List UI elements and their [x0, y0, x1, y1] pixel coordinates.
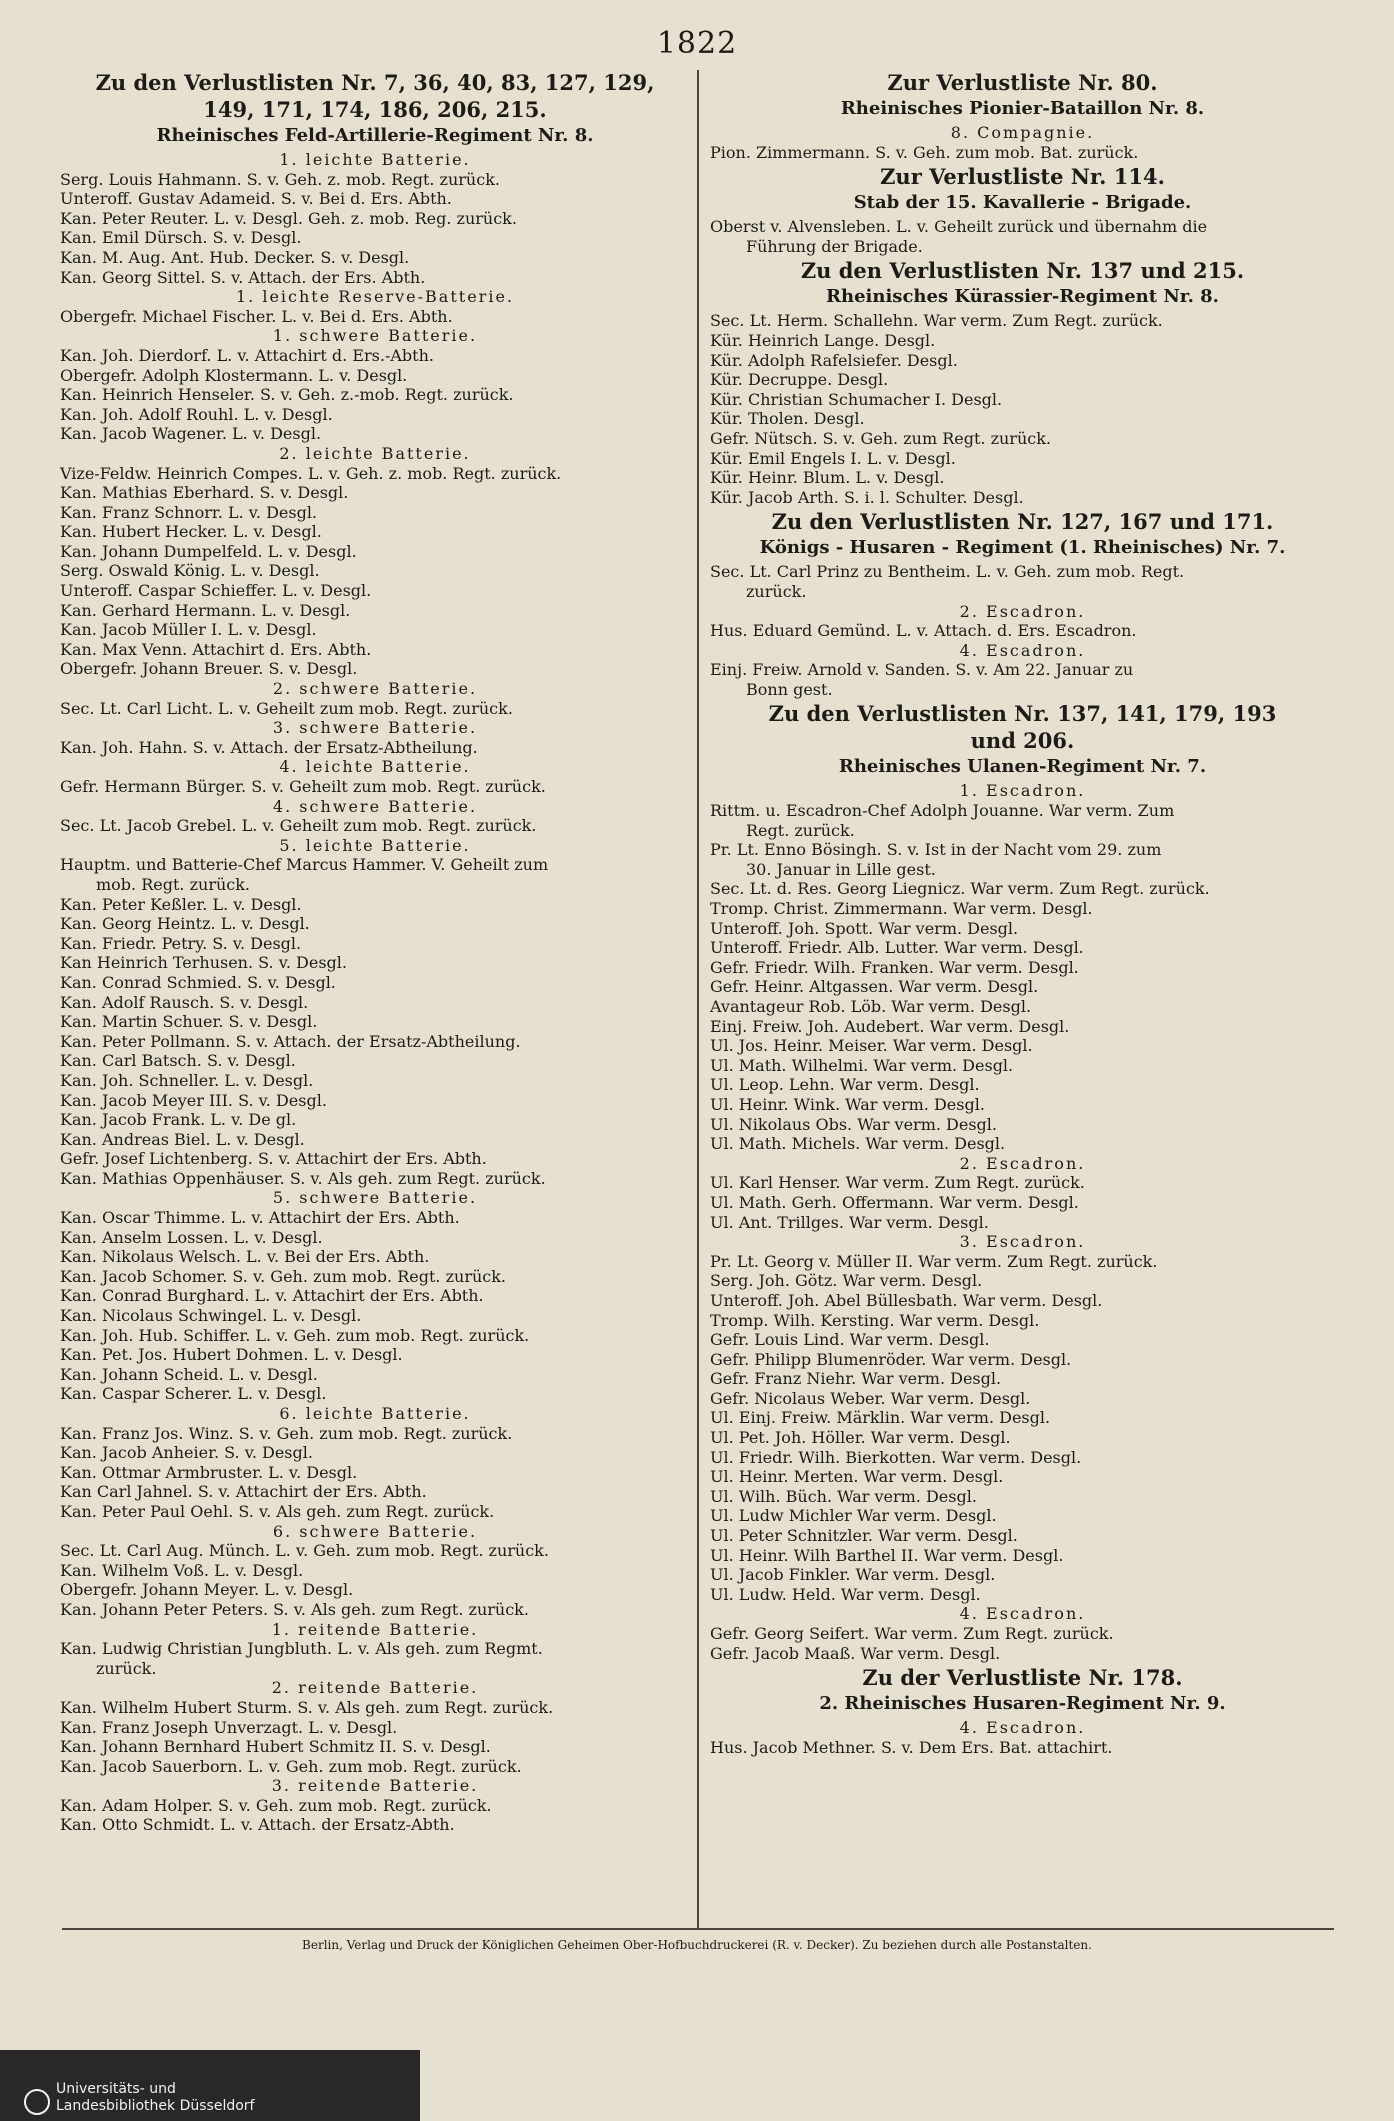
- casualty-entry: Kan. Conrad Burghard. L. v. Attachirt der Ers. Abth.: [60, 1286, 484, 1306]
- entry-continuation: zurück.: [746, 581, 807, 601]
- casualty-entry: Gefr. Heinr. Altgassen. War verm. Desgl.: [710, 977, 1039, 997]
- casualty-entry: Oberst v. Alvensleben. L. v. Geheilt zurück und übernahm die: [710, 217, 1208, 237]
- regiment-heading: Rheinisches Kürassier-Regiment Nr. 8.: [826, 286, 1219, 308]
- casualty-entry: Unteroff. Joh. Abel Büllesbath. War verm. Desgl.: [710, 1290, 1103, 1310]
- left-column: [60, 68, 690, 1835]
- unit-heading: 2. leichte Batterie.: [279, 443, 471, 463]
- casualty-entry: Kan. Jacob Meyer III. S. v. Desgl.: [60, 1090, 327, 1110]
- casualty-entry: Tromp. Christ. Zimmermann. War verm. Desgl.: [710, 899, 1093, 919]
- unit-heading: 4. Escadron.: [959, 1604, 1086, 1624]
- casualty-entry: Gefr. Georg Seifert. War verm. Zum Regt. zurück.: [710, 1624, 1114, 1643]
- unit-heading: 1. Escadron.: [959, 781, 1086, 801]
- casualty-entry: Ul. Math. Michels. War verm. Desgl.: [710, 1134, 1006, 1154]
- casualty-entry: Kan. Nicolaus Schwingel. L. v. Desgl.: [60, 1306, 362, 1326]
- unit-heading: 6. leichte Batterie.: [279, 1404, 471, 1423]
- casualty-entry: Unteroff. Joh. Spott. War verm. Desgl.: [710, 918, 1019, 938]
- list-heading: und 206.: [970, 728, 1075, 754]
- unit-heading: 1. leichte Batterie.: [279, 150, 471, 169]
- entry-continuation: mob. Regt. zurück.: [96, 874, 251, 894]
- unit-heading: 2. schwere Batterie.: [272, 679, 478, 699]
- column-divider: [697, 70, 699, 1930]
- casualty-entry: Kan. Peter Keßler. L. v. Desgl.: [60, 894, 302, 914]
- casualty-entry: Sec. Lt. Jacob Grebel. L. v. Geheilt zum mob. Regt. zurück.: [60, 816, 537, 836]
- casualty-entry: Hus. Eduard Gemünd. L. v. Attach. d. Ers. Escadron.: [710, 621, 1137, 641]
- casualty-entry: Gefr. Jacob Maaß. War verm. Desgl.: [710, 1643, 1001, 1663]
- regiment-heading: Stab der 15. Kavallerie - Brigade.: [853, 192, 1192, 214]
- unit-heading: 2. Escadron.: [959, 601, 1086, 621]
- casualty-entry: Kan. Peter Pollmann. S. v. Attach. der Ersatz-Abtheilung.: [60, 1031, 521, 1051]
- unit-heading: 4. Escadron.: [959, 640, 1086, 660]
- casualty-entry: Serg. Louis Hahmann. S. v. Geh. z. mob. Regt. zurück.: [60, 169, 500, 189]
- unit-heading: 5. leichte Batterie.: [279, 835, 471, 855]
- casualty-entry: Rittm. u. Escadron-Chef Adolph Jouanne. War verm. Zum: [710, 801, 1175, 821]
- casualty-entry: Kan Carl Jahnel. S. v. Attachirt der Ers. Abth.: [60, 1482, 427, 1502]
- casualty-entry: Gefr. Philipp Blumenröder. War verm. Desgl.: [710, 1349, 1072, 1369]
- casualty-entry: Einj. Freiw. Joh. Audebert. War verm. Desgl.: [710, 1016, 1070, 1036]
- casualty-entry: Gefr. Hermann Bürger. S. v. Geheilt zum mob. Regt. zurück.: [60, 777, 546, 796]
- casualty-entry: Kan. Emil Dürsch. S. v. Desgl.: [60, 228, 302, 248]
- casualty-entry: Sec. Lt. Carl Licht. L. v. Geheilt zum mob. Regt. zurück.: [60, 698, 513, 718]
- library-logo-icon: [24, 2089, 50, 2115]
- casualty-entry: Unteroff. Gustav Adameid. S. v. Bei d. Ers. Abth.: [60, 189, 452, 209]
- casualty-entry: Ul. Friedr. Wilh. Bierkotten. War verm. Desgl.: [710, 1447, 1082, 1467]
- casualty-entry: Ul. Pet. Joh. Höller. War verm. Desgl.: [710, 1428, 1011, 1448]
- casualty-entry: Kür. Adolph Rafelsiefer. Desgl.: [710, 350, 958, 370]
- casualty-entry: Kan. Jacob Anheier. S. v. Desgl.: [60, 1443, 313, 1463]
- casualty-entry: Avantageur Rob. Löb. War verm. Desgl.: [710, 997, 1032, 1016]
- casualty-entry: Kan. Joh. Hahn. S. v. Attach. der Ersatz-Abtheilung.: [60, 737, 478, 757]
- unit-heading: 5. schwere Batterie.: [272, 1188, 478, 1208]
- casualty-entry: Kan. Conrad Schmied. S. v. Desgl.: [60, 972, 336, 992]
- casualty-entry: Kan. Franz Schnorr. L. v. Desgl.: [60, 502, 318, 522]
- casualty-entry: Obergefr. Johann Meyer. L. v. Desgl.: [60, 1580, 354, 1600]
- casualty-entry: Kan. Ludwig Christian Jungbluth. L. v. Als geh. zum Regmt.: [60, 1639, 543, 1659]
- list-heading: Zu den Verlustlisten Nr. 137, 141, 179, 193: [768, 701, 1277, 727]
- casualty-entry: Gefr. Louis Lind. War verm. Desgl.: [710, 1330, 990, 1350]
- casualty-entry: Vize-Feldw. Heinrich Compes. L. v. Geh. z. mob. Regt. zurück.: [60, 463, 562, 483]
- casualty-entry: Kan. Hubert Hecker. L. v. Desgl.: [60, 522, 322, 542]
- casualty-entry: Kan Heinrich Terhusen. S. v. Desgl.: [60, 953, 347, 973]
- list-heading: Zu den Verlustlisten Nr. 7, 36, 40, 83, 127, 129,: [95, 70, 655, 95]
- casualty-entry: Kan. Max Venn. Attachirt d. Ers. Abth.: [60, 639, 372, 659]
- casualty-entry: Ul. Jos. Heinr. Meiser. War verm. Desgl.: [710, 1036, 1033, 1056]
- casualty-entry: Serg. Joh. Götz. War verm. Desgl.: [710, 1271, 983, 1291]
- casualty-entry: Kan. Jacob Schomer. S. v. Geh. zum mob. Regt. zurück.: [60, 1266, 507, 1286]
- list-heading: Zu den Verlustlisten Nr. 127, 167 und 171.: [771, 509, 1274, 535]
- list-heading: Zur Verlustliste Nr. 114.: [880, 164, 1165, 190]
- casualty-entry: Kür. Christian Schumacher I. Desgl.: [710, 389, 1003, 409]
- casualty-entry: Tromp. Wilh. Kersting. War verm. Desgl.: [710, 1310, 1040, 1330]
- unit-heading: 2. reitende Batterie.: [271, 1678, 479, 1698]
- casualty-entry: Kan. Peter Paul Oehl. S. v. Als geh. zum Regt. zurück.: [60, 1501, 495, 1521]
- casualty-entry: Kan. Andreas Biel. L. v. Desgl.: [60, 1129, 305, 1149]
- casualty-entry: Ul. Leop. Lehn. War verm. Desgl.: [710, 1075, 980, 1095]
- unit-heading: 4. Escadron.: [959, 1718, 1086, 1738]
- casualty-entry: Kan. Joh. Hub. Schiffer. L. v. Geh. zum mob. Regt. zurück.: [60, 1325, 530, 1345]
- casualty-entry: Kan. Otto Schmidt. L. v. Attach. der Ersatz-Abth.: [60, 1815, 455, 1835]
- casualty-entry: Kan. Jacob Wagener. L. v. Desgl.: [60, 424, 322, 444]
- casualty-entry: Sec. Lt. Carl Prinz zu Bentheim. L. v. Geh. zum mob. Regt.: [710, 562, 1185, 582]
- casualty-entry: Kan. Mathias Eberhard. S. v. Desgl.: [60, 483, 349, 503]
- casualty-entry: Ul. Jacob Finkler. War verm. Desgl.: [710, 1565, 996, 1585]
- casualty-entry: Hus. Jacob Methner. S. v. Dem Ers. Bat. attachirt.: [710, 1737, 1113, 1757]
- casualty-entry: Kan. Franz Joseph Unverzagt. L. v. Desgl.: [60, 1717, 398, 1737]
- entry-continuation: Regt. zurück.: [746, 820, 855, 840]
- casualty-entry: Kan. Franz Jos. Winz. S. v. Geh. zum mob. Regt. zurück.: [60, 1423, 513, 1443]
- casualty-entry: Kan. Heinrich Henseler. S. v. Geh. z.-mob. Regt. zurück.: [60, 385, 514, 405]
- casualty-entry: Kür. Heinr. Blum. L. v. Desgl.: [710, 468, 945, 488]
- entry-continuation: Führung der Brigade.: [746, 236, 923, 256]
- page-number: 1822: [656, 26, 738, 61]
- casualty-entry: Einj. Freiw. Arnold v. Sanden. S. v. Am 22. Januar zu: [710, 660, 1134, 680]
- casualty-entry: Ul. Peter Schnitzler. War verm. Desgl.: [710, 1526, 1018, 1546]
- unit-heading: 3. reitende Batterie.: [271, 1776, 479, 1796]
- casualty-entry: Kan. Georg Heintz. L. v. Desgl.: [60, 914, 310, 934]
- casualty-entry: Sec. Lt. Herm. Schallehn. War verm. Zum Regt. zurück.: [710, 311, 1163, 331]
- casualty-entry: Kan. Nikolaus Welsch. L. v. Bei der Ers. Abth.: [60, 1247, 430, 1267]
- casualty-entry: Kan. Johann Bernhard Hubert Schmitz II. S. v. Desgl.: [60, 1737, 491, 1757]
- footer-rule: [62, 1928, 1334, 1930]
- casualty-entry: Kan. Martin Schuer. S. v. Desgl.: [60, 1012, 318, 1032]
- unit-heading: 1. reitende Batterie.: [271, 1619, 479, 1639]
- unit-heading: 1. schwere Batterie.: [272, 326, 478, 346]
- casualty-entry: Ul. Karl Henser. War verm. Zum Regt. zurück.: [710, 1173, 1085, 1193]
- casualty-entry: Serg. Oswald König. L. v. Desgl.: [60, 561, 320, 581]
- casualty-entry: Sec. Lt. Carl Aug. Münch. L. v. Geh. zum mob. Regt. zurück.: [60, 1541, 549, 1561]
- regiment-heading: Rheinisches Feld-Artillerie-Regiment Nr. 8.: [156, 125, 594, 146]
- casualty-entry: Kan. Caspar Scherer. L. v. Desgl.: [60, 1384, 327, 1404]
- list-heading: 149, 171, 174, 186, 206, 215.: [203, 97, 547, 122]
- casualty-entry: Kan. Peter Reuter. L. v. Desgl. Geh. z. mob. Reg. zurück.: [60, 208, 517, 228]
- casualty-entry: Unteroff. Caspar Schieffer. L. v. Desgl.: [60, 581, 372, 601]
- casualty-entry: Ul. Heinr. Merten. War verm. Desgl.: [710, 1467, 1004, 1487]
- entry-continuation: zurück.: [96, 1658, 157, 1678]
- casualty-entry: Obergefr. Michael Fischer. L. v. Bei d. Ers. Abth.: [60, 306, 453, 326]
- casualty-entry: Hauptm. und Batterie-Chef Marcus Hammer. V. Geheilt zum: [60, 855, 549, 875]
- casualty-entry: Ul. Ant. Trillges. War verm. Desgl.: [710, 1212, 989, 1232]
- casualty-entry: Pion. Zimmermann. S. v. Geh. zum mob. Bat. zurück.: [710, 142, 1139, 162]
- casualty-entry: Gefr. Nütsch. S. v. Geh. zum Regt. zurück.: [710, 428, 1051, 448]
- regiment-heading: 2. Rheinisches Husaren-Regiment Nr. 9.: [819, 1693, 1226, 1715]
- casualty-entry: Kan. Joh. Adolf Rouhl. L. v. Desgl.: [60, 404, 333, 424]
- casualty-entry: Kan. Mathias Oppenhäuser. S. v. Als geh. zum Regt. zurück.: [60, 1168, 546, 1188]
- unit-heading: 1. leichte Reserve-Batterie.: [235, 287, 514, 307]
- casualty-entry: Kan. Adolf Rausch. S. v. Desgl.: [60, 992, 309, 1012]
- casualty-entry: Kür. Heinrich Lange. Desgl.: [710, 330, 936, 350]
- entry-continuation: 30. Januar in Lille gest.: [746, 859, 936, 879]
- unit-heading: 6. schwere Batterie.: [272, 1521, 478, 1541]
- casualty-entry: Kan. Johann Scheid. L. v. Desgl.: [60, 1364, 318, 1384]
- casualty-entry: Kan. Wilhelm Voß. L. v. Desgl.: [60, 1560, 304, 1580]
- casualty-entry: Ul. Wilh. Büch. War verm. Desgl.: [710, 1486, 977, 1506]
- casualty-entry: Kan. Wilhelm Hubert Sturm. S. v. Als geh. zum Regt. zurück.: [60, 1697, 554, 1717]
- casualty-entry: Kan. Joh. Dierdorf. L. v. Attachirt d. Ers.-Abth.: [60, 345, 434, 365]
- casualty-entry: Gefr. Franz Niehr. War verm. Desgl.: [710, 1369, 1002, 1389]
- casualty-entry: Kür. Jacob Arth. S. i. l. Schulter. Desgl.: [710, 487, 1024, 507]
- unit-heading: 4. leichte Batterie.: [279, 757, 471, 777]
- casualty-entry: Kan. Johann Dumpelfeld. L. v. Desgl.: [60, 541, 357, 561]
- unit-heading: 3. Escadron.: [959, 1232, 1086, 1252]
- regiment-heading: Königs - Husaren - Regiment (1. Rheinisches) Nr. 7.: [759, 537, 1286, 559]
- casualty-entry: Kür. Decruppe. Desgl.: [710, 370, 889, 390]
- casualty-entry: Kan. Joh. Schneller. L. v. Desgl.: [60, 1070, 314, 1090]
- casualty-entry: Pr. Lt. Enno Bösingh. S. v. Ist in der Nacht vom 29. zum: [710, 840, 1162, 860]
- casualty-entry: Ul. Ludw Michler War verm. Desgl.: [710, 1506, 997, 1526]
- unit-heading: 4. schwere Batterie.: [272, 796, 478, 816]
- list-heading: Zu der Verlustliste Nr. 178.: [862, 1665, 1183, 1691]
- casualty-entry: Kan. Carl Batsch. S. v. Desgl.: [60, 1051, 296, 1071]
- unit-heading: 3. schwere Batterie.: [272, 718, 478, 738]
- casualty-entry: Kan. Adam Holper. S. v. Geh. zum mob. Regt. zurück.: [60, 1795, 492, 1815]
- casualty-entry: Kan. Johann Peter Peters. S. v. Als geh. zum Regt. zurück.: [60, 1599, 529, 1619]
- library-watermark: [24, 2081, 254, 2115]
- casualty-entry: Gefr. Friedr. Wilh. Franken. War verm. Desgl.: [710, 957, 1079, 977]
- casualty-entry: Kan. Jacob Sauerborn. L. v. Geh. zum mob. Regt. zurück.: [60, 1756, 522, 1776]
- list-heading: Zu den Verlustlisten Nr. 137 und 215.: [800, 258, 1245, 284]
- casualty-entry: Unteroff. Friedr. Alb. Lutter. War verm. Desgl.: [710, 938, 1084, 958]
- casualty-entry: Kan. Anselm Lossen. L. v. Desgl.: [60, 1227, 323, 1247]
- casualty-entry: Kan. Gerhard Hermann. L. v. Desgl.: [60, 600, 351, 620]
- casualty-entry: Ul. Heinr. Wilh Barthel II. War verm. Desgl.: [710, 1545, 1064, 1565]
- casualty-entry: Kan. Pet. Jos. Hubert Dohmen. L. v. Desgl.: [60, 1345, 403, 1365]
- library-name-line1: Universitäts- und: [56, 2081, 176, 2097]
- casualty-entry: Ul. Nikolaus Obs. War verm. Desgl.: [710, 1114, 997, 1134]
- casualty-entry: Kan. Friedr. Petry. S. v. Desgl.: [60, 933, 302, 953]
- casualty-entry: Kan. Ottmar Armbruster. L. v. Desgl.: [60, 1462, 358, 1482]
- casualty-entry: Ul. Math. Wilhelmi. War verm. Desgl.: [710, 1055, 1014, 1075]
- library-name-line2: Landesbibliothek Düsseldorf: [56, 2098, 255, 2114]
- casualty-entry: Ul. Math. Gerh. Offermann. War verm. Desgl.: [710, 1192, 1079, 1212]
- casualty-entry: Ul. Einj. Freiw. Märklin. War verm. Desgl.: [710, 1408, 1051, 1428]
- casualty-entry: Obergefr. Adolph Klostermann. L. v. Desgl.: [60, 365, 408, 385]
- regiment-heading: Rheinisches Pionier-Bataillon Nr. 8.: [840, 98, 1205, 119]
- casualty-entry: Obergefr. Johann Breuer. S. v. Desgl.: [60, 659, 358, 679]
- casualty-entry: Kür. Tholen. Desgl.: [710, 409, 865, 429]
- unit-heading: 8. Compagnie.: [950, 123, 1095, 142]
- casualty-entry: Kan. Oscar Thimme. L. v. Attachirt der Ers. Abth.: [60, 1208, 460, 1228]
- casualty-entry: Gefr. Nicolaus Weber. War verm. Desgl.: [710, 1388, 1031, 1408]
- casualty-entry: Kan. Jacob Müller I. L. v. Desgl.: [60, 620, 317, 640]
- casualty-entry: Kan. Jacob Frank. L. v. De gl.: [60, 1110, 297, 1130]
- casualty-entry: Ul. Heinr. Wink. War verm. Desgl.: [710, 1094, 985, 1114]
- casualty-entry: Kan. M. Aug. Ant. Hub. Decker. S. v. Desgl.: [60, 247, 410, 267]
- casualty-entry: Kür. Emil Engels I. L. v. Desgl.: [710, 448, 956, 468]
- casualty-entry: Pr. Lt. Georg v. Müller II. War verm. Zum Regt. zurück.: [710, 1251, 1158, 1271]
- right-column: [710, 68, 1335, 1757]
- imprint-footer: Berlin, Verlag und Druck der Königlichen Geheimen Ober-Hofbuchdruckerei (R. v. Decker). Zu beziehen durch alle Postanstalten.: [302, 1938, 1092, 1952]
- casualty-entry: Ul. Ludw. Held. War verm. Desgl.: [710, 1584, 981, 1604]
- casualty-entry: Gefr. Josef Lichtenberg. S. v. Attachirt der Ers. Abth.: [60, 1149, 487, 1169]
- casualty-entry: Kan. Georg Sittel. S. v. Attach. der Ers. Abth.: [60, 267, 426, 287]
- list-heading: Zur Verlustliste Nr. 80.: [887, 70, 1158, 95]
- unit-heading: 2. Escadron.: [959, 1153, 1086, 1173]
- casualty-entry: Sec. Lt. d. Res. Georg Liegnicz. War verm. Zum Regt. zurück.: [710, 879, 1210, 899]
- regiment-heading: Rheinisches Ulanen-Regiment Nr. 7.: [838, 756, 1207, 778]
- entry-continuation: Bonn gest.: [746, 679, 833, 699]
